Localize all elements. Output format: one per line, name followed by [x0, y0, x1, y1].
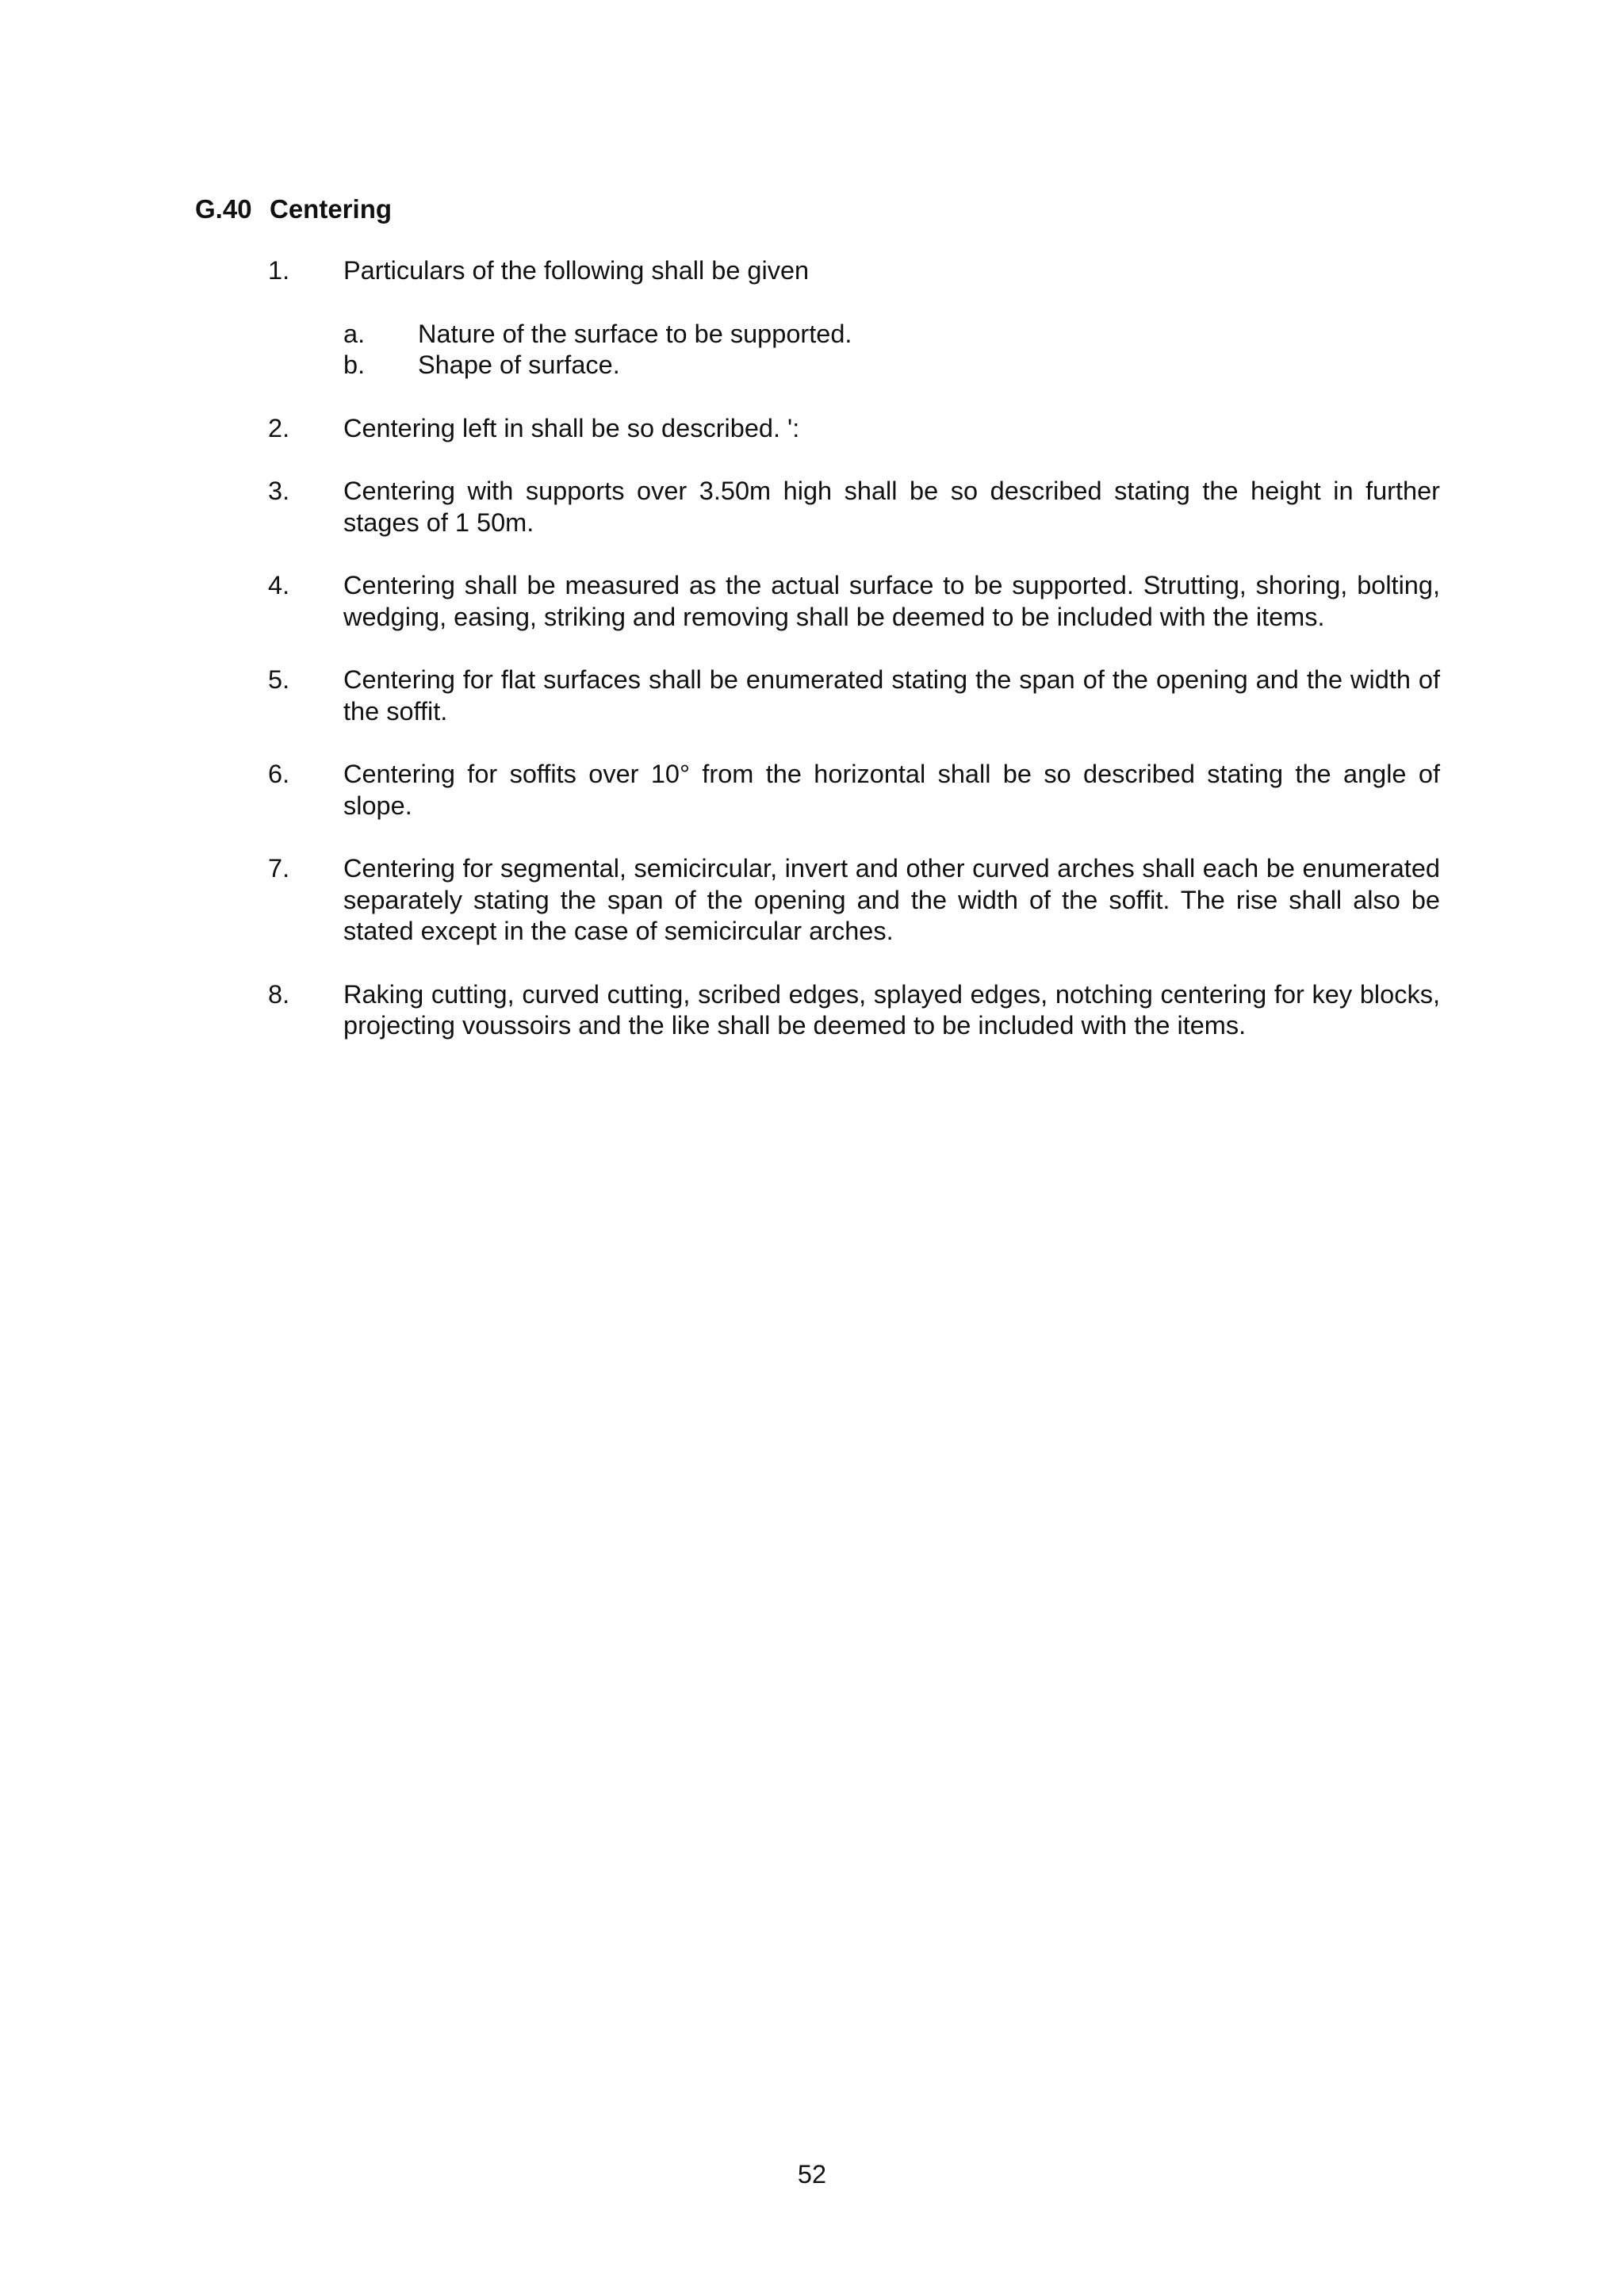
section-heading	[195, 193, 392, 225]
clause-number: 5.	[268, 665, 290, 694]
clause-text: Centering for flat surfaces shall be enumerated stating the span of the opening and the width of the soffit.	[343, 665, 1440, 726]
sub-clause-b	[343, 350, 1440, 381]
clause-text: Centering for segmental, semicircular, invert and other curved arches shall each be enumerated separately stating the span of the opening and the width of the soffit. The rise shall also be stated except in the case of semicircular arches.	[343, 854, 1440, 945]
clause-text: Particulars of the following shall be given	[343, 256, 810, 285]
section-title: Centering	[270, 194, 393, 224]
page-number: 52	[797, 2160, 827, 2189]
sub-clause-a	[343, 319, 1440, 350]
clause-text: Centering left in shall be so described. ':	[343, 413, 800, 442]
clause-number: 1.	[268, 256, 290, 285]
clause-number: 6.	[268, 760, 290, 788]
section-code: G.40	[195, 194, 252, 224]
clause-4	[268, 570, 1440, 633]
sub-clause-text: Shape of surface.	[418, 350, 620, 379]
clause-number: 8.	[268, 979, 290, 1009]
clause-text: Raking cutting, curved cutting, scribed edges, splayed edges, notching centering for key blocks, projecting voussoirs and the like shall be deemed to be included with the items.	[343, 979, 1440, 1040]
sub-clause-letter: b.	[343, 350, 366, 379]
clause-5	[268, 664, 1440, 727]
sub-clause-text: Nature of the surface to be supported.	[418, 319, 852, 348]
clause-1	[268, 255, 1440, 381]
sub-clause-letter: a.	[343, 319, 366, 348]
clause-list	[268, 255, 1440, 1074]
clause-number: 4.	[268, 571, 290, 599]
clause-number: 3.	[268, 477, 290, 505]
sub-clause-list	[343, 319, 1440, 381]
clause-text: Centering with supports over 3.50m high shall be so described stating the height in further stages of 1 50m.	[343, 477, 1440, 537]
clause-7	[268, 853, 1440, 948]
clause-6	[268, 759, 1440, 821]
clause-number: 2.	[268, 413, 290, 442]
clause-3	[268, 476, 1440, 538]
clause-text: Centering shall be measured as the actual surface to be supported. Strutting, shoring, bolting, wedging, easing, striking and removing shall be deemed to be included with the items.	[343, 571, 1440, 631]
clause-2	[268, 413, 1440, 445]
clause-text: Centering for soffits over 10° from the horizontal shall be so described stating the angle of slope.	[343, 760, 1440, 820]
clause-number: 7.	[268, 854, 290, 883]
clause-8	[268, 979, 1440, 1042]
